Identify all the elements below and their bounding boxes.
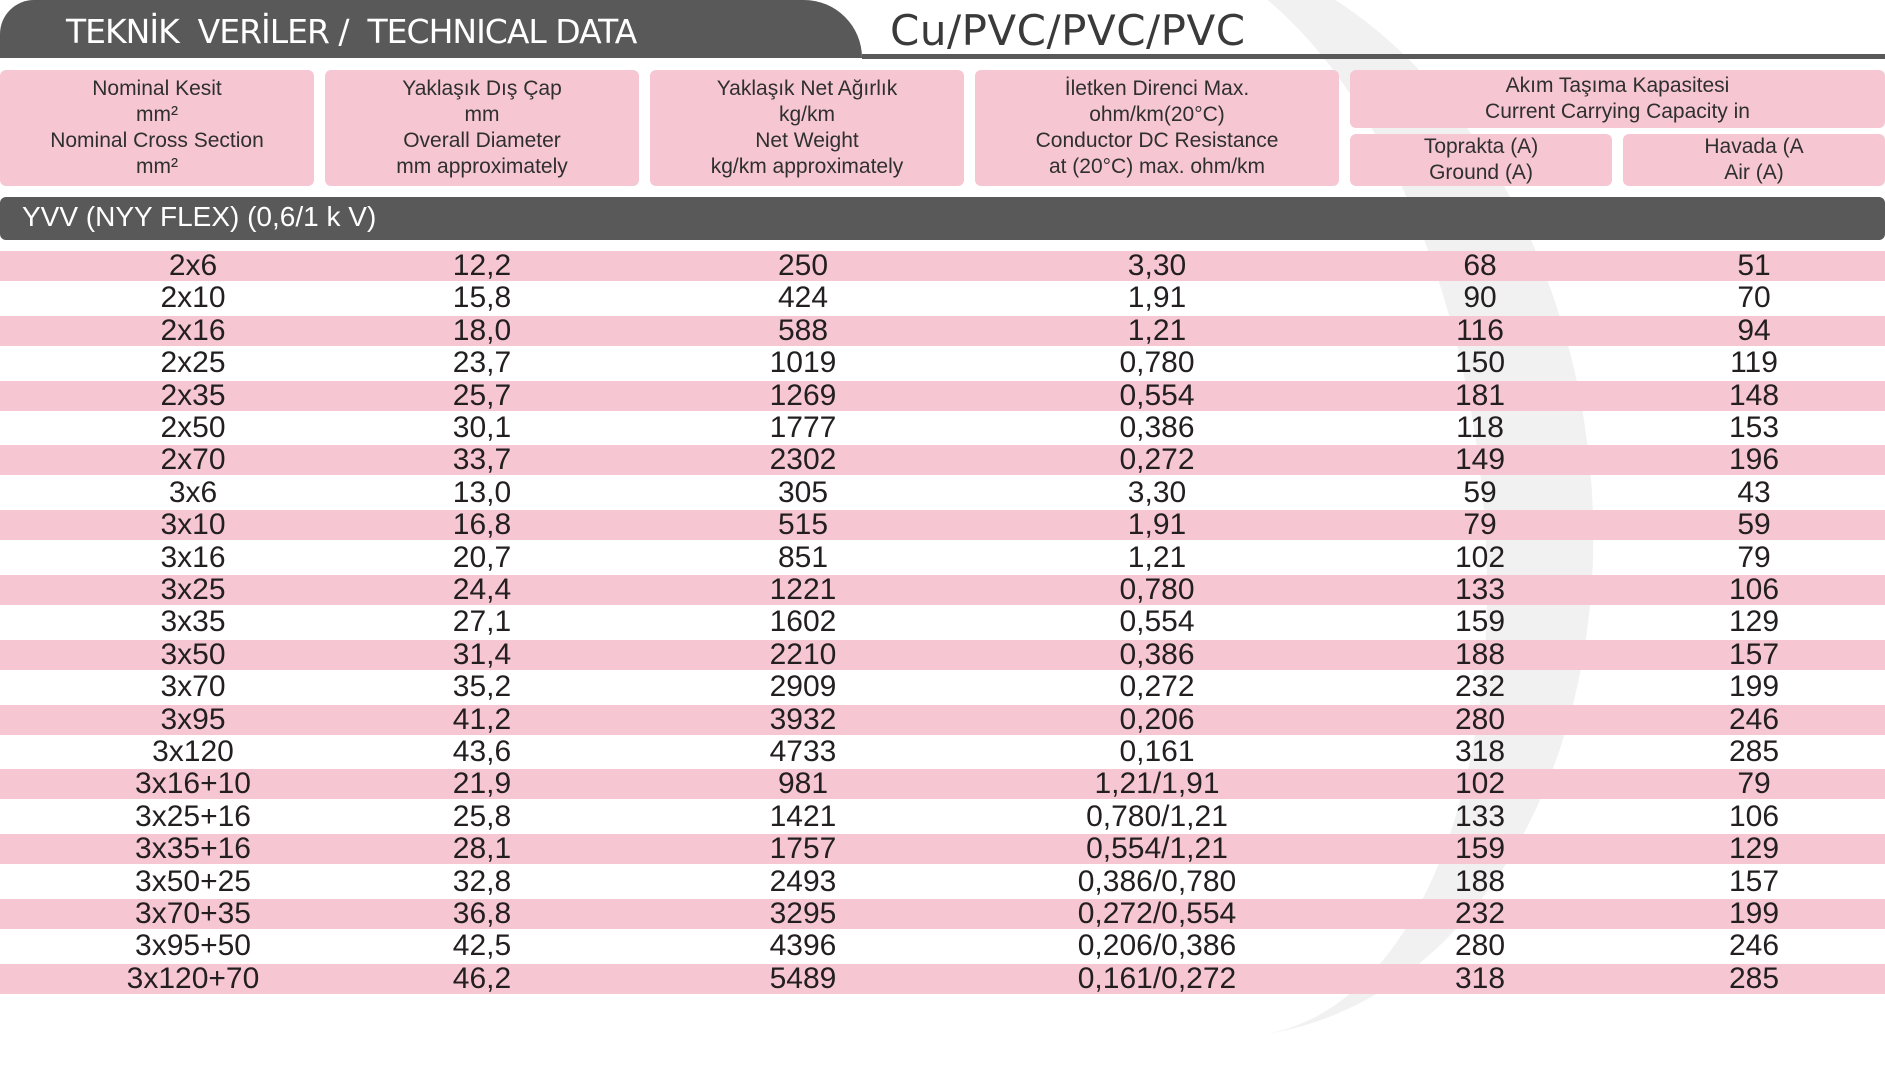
header-current-capacity [1350, 70, 1885, 128]
cell-nominal-section: 2x50 [160, 411, 226, 444]
cell-nominal-section: 3x120 [152, 735, 234, 768]
cell-resistance: 0,386 [1119, 637, 1195, 671]
header-weight-en: Net Weight [755, 129, 859, 152]
cell-resistance: 3,30 [1127, 475, 1187, 509]
cell-resistance: 0,161 [1119, 735, 1195, 768]
cell-nominal-section: 2x16 [160, 313, 226, 347]
cell-ground: 68 [1463, 249, 1497, 282]
cell-air: 148 [1728, 378, 1780, 412]
cell-resistance: 0,206 [1119, 702, 1195, 736]
cell-diameter: 41,2 [452, 702, 512, 736]
header-ground [1350, 134, 1612, 186]
cell-ground: 159 [1454, 605, 1506, 639]
header-capacity-tr: Akım Taşıma Kapasitesi [1505, 74, 1730, 97]
header-nominal-en: Nominal Cross Section [50, 129, 264, 152]
cell-nominal-section: 3x16 [160, 540, 226, 574]
cell-resistance: 0,780/1,21 [1086, 799, 1228, 833]
table-row [0, 283, 1885, 315]
cell-nominal-section: 3x50 [160, 637, 226, 671]
header-nominal-tr: Nominal Kesit [92, 77, 222, 100]
cell-air: 285 [1728, 735, 1780, 768]
cell-air: 196 [1728, 443, 1780, 477]
header-resistance-tr: İletken Direnci Max. [1064, 77, 1250, 100]
header-diameter-unit-tr: mm [464, 103, 500, 126]
cell-weight: 588 [777, 313, 829, 347]
cell-diameter: 43,6 [452, 735, 512, 768]
header-weight-unit-en: kg/km approximately [710, 155, 904, 178]
header-ground-tr: Toprakta (A) [1423, 135, 1539, 158]
cell-air: 70 [1737, 281, 1771, 315]
cell-resistance: 0,206/0,386 [1077, 929, 1237, 963]
cell-resistance: 0,386/0,780 [1077, 864, 1237, 898]
cell-ground: 133 [1454, 573, 1506, 606]
cell-weight: 1421 [769, 799, 837, 833]
cell-resistance: 0,780 [1119, 573, 1195, 606]
cell-ground: 102 [1454, 540, 1506, 574]
cell-resistance: 0,554 [1119, 605, 1195, 639]
cell-air: 199 [1728, 670, 1780, 704]
cell-ground: 150 [1454, 346, 1506, 380]
table-row [0, 737, 1885, 769]
cell-resistance: 0,780 [1119, 346, 1195, 380]
cell-diameter: 25,8 [452, 799, 512, 833]
cell-diameter: 18,0 [452, 313, 512, 347]
cell-nominal-section: 2x35 [160, 378, 226, 412]
cell-resistance: 1,91 [1127, 281, 1187, 315]
header-overall-diameter [325, 70, 639, 186]
cell-diameter: 32,8 [452, 864, 512, 898]
cell-weight: 3932 [769, 702, 837, 736]
cell-resistance: 1,91 [1127, 508, 1187, 542]
table-row [0, 637, 1885, 672]
cell-nominal-section: 2x6 [168, 249, 218, 282]
cell-diameter: 21,9 [452, 767, 512, 801]
cell-weight: 4396 [769, 929, 837, 963]
cell-diameter: 36,8 [452, 897, 512, 930]
header-resistance-unit-tr: ohm/km(20°C) [1089, 103, 1225, 126]
cell-air: 94 [1737, 313, 1771, 347]
table-row [0, 931, 1885, 963]
cell-resistance: 3,30 [1127, 249, 1187, 282]
table-row [0, 864, 1885, 899]
cell-resistance: 0,272 [1119, 443, 1195, 477]
cell-weight: 2302 [769, 443, 837, 477]
header-resistance-en: Conductor DC Resistance [1035, 129, 1279, 152]
table-row [0, 313, 1885, 348]
header-diameter-en: Overall Diameter [403, 129, 561, 152]
table-row [0, 961, 1885, 996]
section-header-bar [0, 197, 1885, 240]
section-title: YVV (NYY FLEX) (0,6/1 k V) [22, 201, 377, 232]
table-row [0, 769, 1885, 801]
table-row [0, 607, 1885, 639]
cell-resistance: 0,272 [1119, 670, 1195, 704]
cell-weight: 1269 [769, 378, 837, 412]
cell-air: 285 [1728, 961, 1780, 995]
header-weight-unit-tr: kg/km [778, 103, 835, 126]
cell-air: 51 [1737, 249, 1771, 282]
cell-resistance: 1,21/1,91 [1094, 767, 1220, 801]
header-air-tr: Havada (A [1704, 135, 1804, 158]
cell-air: 119 [1730, 346, 1778, 380]
cell-diameter: 20,7 [452, 540, 512, 574]
cell-weight: 305 [777, 475, 829, 509]
cell-ground: 133 [1454, 799, 1506, 833]
header-capacity-en: Current Carrying Capacity in [1485, 100, 1750, 123]
header-nominal-unit-tr: mm² [136, 103, 178, 126]
cell-nominal-section: 2x70 [160, 443, 226, 477]
cell-ground: 79 [1463, 508, 1497, 542]
cell-diameter: 25,7 [452, 378, 512, 412]
cell-air: 246 [1728, 929, 1780, 963]
cell-air: 79 [1737, 767, 1771, 801]
cell-air: 79 [1737, 540, 1771, 574]
table-row [0, 702, 1885, 737]
cell-ground: 90 [1463, 281, 1497, 315]
cell-ground: 102 [1454, 767, 1506, 801]
table-row [0, 445, 1885, 477]
table-row [0, 834, 1885, 866]
cell-weight: 1019 [769, 346, 837, 380]
cell-weight: 1757 [769, 832, 837, 866]
cell-nominal-section: 3x50+25 [135, 864, 251, 898]
cell-ground: 188 [1454, 864, 1506, 898]
table-row [0, 475, 1885, 510]
cell-diameter: 28,1 [452, 832, 512, 866]
header-dc-resistance [975, 70, 1339, 186]
cell-ground: 116 [1456, 313, 1504, 347]
cell-weight: 2909 [769, 670, 837, 704]
cell-weight: 981 [777, 767, 829, 801]
cell-diameter: 27,1 [452, 605, 512, 639]
cell-weight: 1602 [769, 605, 837, 639]
cell-diameter: 24,4 [452, 573, 512, 606]
cell-ground: 188 [1454, 637, 1506, 671]
cell-ground: 280 [1454, 702, 1506, 736]
cell-resistance: 1,21 [1127, 540, 1187, 574]
header-net-weight [650, 70, 964, 186]
cell-ground: 318 [1454, 961, 1506, 995]
table-row [0, 413, 1885, 445]
cell-ground: 181 [1454, 378, 1506, 412]
table-row [0, 251, 1885, 283]
cell-diameter: 13,0 [452, 475, 512, 509]
cell-weight: 1221 [769, 573, 837, 606]
cell-air: 157 [1728, 637, 1780, 671]
table-row [0, 575, 1885, 607]
cell-resistance: 0,161/0,272 [1077, 961, 1237, 995]
table-row [0, 799, 1885, 834]
header-nominal-section [0, 70, 314, 186]
header-ground-en: Ground (A) [1429, 161, 1533, 184]
cell-weight: 1777 [769, 411, 837, 444]
cell-diameter: 31,4 [452, 637, 512, 671]
cell-nominal-section: 3x95+50 [135, 929, 251, 963]
cell-air: 246 [1728, 702, 1780, 736]
header-diameter-unit-en: mm approximately [396, 155, 568, 178]
table-row [0, 899, 1885, 931]
cell-nominal-section: 3x6 [168, 475, 218, 509]
cell-nominal-section: 3x35+16 [135, 832, 251, 866]
header-weight-tr: Yaklaşık Net Ağırlık [716, 77, 898, 100]
cell-resistance: 0,386 [1119, 411, 1195, 444]
cell-air: 43 [1737, 475, 1771, 509]
header-air-en: Air (A) [1724, 161, 1784, 184]
cell-air: 157 [1728, 864, 1780, 898]
header-resistance-unit-en: at (20°C) max. ohm/km [1048, 155, 1266, 178]
cell-nominal-section: 2x10 [160, 281, 226, 315]
cell-nominal-section: 3x16+10 [135, 767, 251, 801]
cell-ground: 59 [1463, 475, 1497, 509]
cell-diameter: 16,8 [452, 508, 512, 542]
cell-ground: 280 [1454, 929, 1506, 963]
table-row [0, 378, 1885, 413]
cell-nominal-section: 2x25 [160, 346, 226, 380]
cell-weight: 424 [777, 281, 829, 315]
cell-ground: 232 [1454, 670, 1506, 704]
cell-diameter: 42,5 [452, 929, 512, 963]
cell-air: 106 [1728, 799, 1780, 833]
cell-nominal-section: 3x70+35 [135, 897, 251, 930]
cell-ground: 118 [1456, 411, 1504, 444]
cell-diameter: 15,8 [452, 281, 512, 315]
cell-weight: 515 [777, 508, 829, 542]
cell-weight: 2493 [769, 864, 837, 898]
cell-diameter: 23,7 [452, 346, 512, 380]
cell-nominal-section: 3x70 [160, 670, 226, 704]
cell-diameter: 35,2 [452, 670, 512, 704]
cell-ground: 149 [1454, 443, 1506, 477]
cell-weight: 851 [777, 540, 829, 574]
cell-air: 106 [1728, 573, 1780, 606]
cell-diameter: 12,2 [452, 249, 512, 282]
cell-ground: 232 [1454, 897, 1506, 930]
cell-nominal-section: 3x25 [160, 573, 226, 606]
table-row [0, 672, 1885, 704]
cell-air: 153 [1728, 411, 1780, 444]
cell-resistance: 0,554/1,21 [1086, 832, 1228, 866]
cell-nominal-section: 3x95 [160, 702, 226, 736]
cell-weight: 5489 [769, 961, 837, 995]
cell-diameter: 33,7 [452, 443, 512, 477]
cell-ground: 318 [1454, 735, 1506, 768]
cell-nominal-section: 3x25+16 [135, 799, 251, 833]
cell-resistance: 1,21 [1127, 313, 1187, 347]
cell-ground: 159 [1454, 832, 1506, 866]
cell-nominal-section: 3x35 [160, 605, 226, 639]
cell-nominal-section: 3x10 [160, 508, 226, 542]
cell-weight: 3295 [769, 897, 837, 930]
cell-resistance: 0,272/0,554 [1077, 897, 1237, 930]
cell-diameter: 46,2 [452, 961, 512, 995]
cell-resistance: 0,554 [1119, 378, 1195, 412]
page-title: TEKNİK VERİLER / TECHNICAL DATA [66, 12, 637, 51]
header-nominal-unit-en: mm² [136, 155, 178, 178]
material-code: Cu/PVC/PVC/PVC [890, 6, 1246, 55]
cell-weight: 4733 [769, 735, 837, 768]
table-row [0, 540, 1885, 575]
cell-air: 129 [1728, 605, 1780, 639]
table-row [0, 348, 1885, 380]
cell-weight: 2210 [769, 637, 837, 671]
cell-nominal-section: 3x120+70 [126, 961, 260, 995]
cell-weight: 250 [777, 249, 829, 282]
table-row [0, 510, 1885, 542]
header-air [1623, 134, 1885, 186]
cell-diameter: 30,1 [452, 411, 512, 444]
header-diameter-tr: Yaklaşık Dış Çap [402, 77, 562, 100]
cell-air: 199 [1728, 897, 1780, 930]
cell-air: 129 [1728, 832, 1780, 866]
cell-air: 59 [1737, 508, 1771, 542]
